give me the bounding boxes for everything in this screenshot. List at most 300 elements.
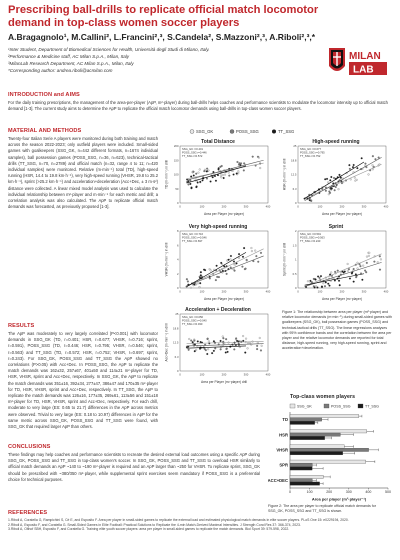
x-tick-label: 0 [297, 204, 299, 209]
data-point [240, 162, 242, 164]
data-point [326, 178, 328, 180]
logo-text-bottom: LAB [353, 64, 374, 76]
y-tick-label: 18.8 [291, 158, 297, 163]
x-tick-label: 300 [361, 204, 367, 209]
y-tick-label: 0 [176, 201, 179, 205]
data-point [240, 164, 242, 166]
category-label: ACC+DEC [268, 477, 288, 483]
data-point [347, 270, 349, 272]
data-point [234, 270, 236, 272]
x-tick-label: 0 [179, 372, 181, 377]
data-point [221, 165, 223, 167]
data-point [193, 284, 195, 286]
bar-chart-area-per-player [268, 402, 394, 502]
data-point [193, 171, 195, 173]
data-point [197, 282, 199, 284]
y-tick-label: 0 [176, 286, 179, 290]
data-point [199, 169, 201, 171]
data-point [194, 344, 196, 346]
data-point [321, 188, 323, 190]
x-axis-label: Area per player (m²·player⁻¹) [311, 496, 367, 502]
data-point [192, 341, 194, 343]
y-tick-label: 12.5 [291, 172, 297, 177]
correlation-label: POSS_SSG r=0.446 [182, 151, 207, 155]
data-point [222, 336, 224, 338]
data-point [193, 175, 195, 177]
data-point [325, 282, 327, 284]
data-point [373, 261, 375, 263]
data-point [216, 276, 218, 278]
data-point [224, 174, 226, 176]
data-point [190, 176, 192, 178]
correlation-label: POSS_SSG r=0.040 [182, 319, 207, 323]
data-point [372, 155, 374, 157]
data-point [368, 255, 370, 257]
data-point [338, 188, 340, 190]
data-point [317, 287, 319, 289]
reference-3: 3.Riboli A, Olthof SBH, Esposito F, and Coratella G. Training elite youth soccer players: area per player in small-sided games to replicate the match demands. Biol Sport 39: 579-598, 2022. [8, 527, 290, 532]
x-tick-label: 200 [339, 204, 345, 209]
data-point [210, 270, 212, 272]
y-tick-label: 100 [173, 172, 179, 177]
data-point [239, 162, 241, 164]
data-point [379, 269, 381, 271]
x-tick-label: 100 [199, 204, 205, 209]
data-point [246, 259, 248, 261]
correlation-label: SSG_GK r=0.591 [300, 233, 321, 236]
data-point [206, 170, 208, 172]
data-point [230, 255, 232, 257]
category-label: VHSR [276, 447, 288, 453]
data-point [319, 277, 321, 279]
x-tick-label: 100 [199, 289, 205, 294]
bar [290, 433, 340, 436]
affiliations [8, 46, 268, 74]
x-tick-label: 0 [179, 204, 181, 209]
data-point [352, 166, 354, 168]
data-point [190, 340, 192, 342]
intro-heading: INTRODUCTION and AIMS [8, 92, 80, 98]
x-tick-label: 200 [221, 289, 227, 294]
data-point [353, 164, 355, 166]
x-tick-label: 400 [365, 490, 372, 494]
correlation-label: TT_SSG r=0.697 [182, 240, 203, 244]
data-point [203, 170, 205, 172]
references-heading: REFERENCES [8, 510, 48, 516]
legend-tt: TT_SSG [278, 129, 295, 134]
data-point [350, 178, 352, 180]
data-point [233, 174, 235, 176]
x-tick-label: 100 [199, 372, 205, 377]
data-point [195, 186, 197, 188]
data-point [190, 183, 192, 185]
legend-label: POSS_SSG [331, 404, 351, 409]
y-tick-label: 12.5 [173, 340, 179, 345]
data-point [237, 170, 239, 172]
bar [290, 418, 322, 421]
data-point [330, 176, 332, 178]
data-point [329, 179, 331, 181]
correlation-label: TT_SSG r=0.572 [182, 155, 203, 159]
correlation-label: SSG_GK r=0.677 [300, 148, 321, 151]
scatter-acc-dec [164, 305, 272, 385]
regression-line [187, 249, 264, 287]
correlation-label: POSS_SSG r=0.795 [300, 151, 325, 155]
data-point [324, 178, 326, 180]
data-point [320, 275, 322, 277]
data-point [356, 167, 358, 169]
category-label: HSR [279, 432, 288, 438]
y-axis-label: Sprint (m·min⁻¹) in drill [282, 242, 287, 277]
data-point [220, 175, 222, 177]
legend-ssg: SSG_GK [196, 129, 214, 134]
data-point [356, 179, 358, 181]
legend-label: TT_SSG [365, 404, 379, 409]
x-tick-label: 100 [317, 204, 323, 209]
data-point [360, 265, 362, 267]
bar [290, 445, 344, 448]
bar [290, 421, 315, 424]
data-point [212, 176, 214, 178]
bar [290, 430, 367, 433]
scatter-total-distance [164, 137, 272, 217]
regression-line [187, 163, 264, 179]
data-point [368, 174, 370, 176]
data-point [334, 189, 336, 191]
data-point [209, 277, 211, 279]
correlation-label: TT_SSG r=0.243 [300, 240, 321, 244]
data-point [377, 261, 379, 263]
x-axis-label: Area per Player (m²·player) [204, 297, 244, 301]
logo-text-top: MILAN [349, 51, 381, 62]
data-point [341, 182, 343, 184]
data-point [207, 338, 209, 340]
data-point [237, 161, 239, 163]
intro-text: For the daily training prescriptions, the management of the area-per-player (ApP, m²·player) during ball-drills helps coaches and performance scientists to modulate the locomotor intensity up to official match demand [1-3]. The current study aims to determine the ApP to replicate the official match locomotor demands using ball-drills in top-class women soccer players. [8, 100, 388, 112]
data-point [317, 276, 319, 278]
data-point [218, 167, 220, 169]
reference-1: 1.Riboli A, Coratella G, Rampichini S, Cè E, and Esposito F. Area per player in small-sided games to replicate the external load and estimated physiological match demands in elite soccer players. PLoS One 15: e0229194, 2020. [8, 518, 349, 522]
data-point [333, 177, 335, 179]
data-point [243, 162, 245, 164]
y-tick-label: 0 [294, 286, 297, 290]
x-tick-label: 400 [383, 204, 389, 209]
methods-heading: MATERIAL AND METHODS [8, 128, 82, 134]
data-point [322, 282, 324, 284]
data-point [372, 164, 374, 166]
x-tick-label: 300 [243, 204, 249, 209]
data-point [233, 348, 235, 350]
data-point [213, 171, 215, 173]
data-point [353, 281, 355, 283]
data-point [309, 199, 311, 201]
data-point [194, 350, 196, 352]
data-point [251, 247, 253, 249]
regression-line [187, 256, 264, 286]
x-tick-label: 300 [243, 372, 249, 377]
x-tick-label: 300 [361, 289, 367, 294]
correlation-label: TT_SSG r=0.752 [300, 155, 321, 159]
data-point [230, 258, 232, 260]
data-point [226, 348, 228, 350]
data-point [199, 286, 201, 288]
data-point [206, 178, 208, 180]
data-point [259, 337, 261, 339]
regression-line [187, 160, 264, 180]
data-point [245, 338, 247, 340]
data-point [210, 181, 212, 183]
data-point [186, 278, 188, 280]
bar [290, 475, 323, 478]
y-tick-label: 6.3 [292, 186, 297, 191]
data-point [339, 284, 341, 286]
data-point [349, 168, 351, 170]
data-point [329, 285, 331, 287]
regression-line [305, 164, 382, 198]
y-tick-label: 50 [175, 186, 179, 191]
bar [290, 479, 312, 482]
correlation-label: TT_SSG r=0.030 [182, 323, 203, 327]
references-list [8, 518, 386, 532]
data-point [335, 186, 337, 188]
data-point [215, 180, 217, 182]
data-point [205, 349, 207, 351]
x-axis-label: Area per Player (m²·player) [204, 212, 244, 216]
poster-title: Prescribing ball-drills to replicate official match locomotor demand in top-class women soccer players [8, 4, 319, 29]
data-point [223, 177, 225, 179]
data-point [222, 174, 224, 176]
data-point [347, 263, 349, 265]
x-tick-label: 400 [383, 289, 389, 294]
y-axis-label: Acc+Dec (m·min⁻¹) in drill [164, 323, 169, 362]
data-point [325, 190, 327, 192]
legend-swatch [358, 404, 363, 408]
data-point [233, 261, 235, 263]
data-point [198, 172, 200, 174]
x-tick-label: 400 [265, 204, 271, 209]
data-point [307, 280, 309, 282]
data-point [243, 247, 245, 249]
data-point [261, 345, 263, 347]
data-point [338, 280, 340, 282]
bar [290, 414, 359, 417]
data-point [206, 168, 208, 170]
data-point [237, 172, 239, 174]
data-point [236, 340, 238, 342]
scatter-very-high-speed-running [164, 222, 272, 302]
y-tick-label: 25 [293, 144, 297, 148]
correlation-label: SSG_GK r=0.050 [182, 316, 203, 319]
scatter-legend [182, 127, 322, 136]
data-point [218, 276, 220, 278]
y-tick-label: 2 [176, 271, 179, 276]
data-point [365, 271, 367, 273]
y-tick-label: 8 [176, 229, 179, 233]
data-point [187, 180, 189, 182]
author-list: A.Bragagnolo¹, M.Callini², L.Francini²,³, S.Candela², S.Mazzoni²,³, A.Riboli²,³,* [8, 32, 316, 42]
affiliation-2: ²Performance & Medicine staff, AC Milan S.p.A., Milan, Italy [8, 54, 130, 59]
data-point [379, 255, 381, 257]
figure-2-title: Top-class women players [290, 394, 356, 400]
x-tick-label: 300 [345, 490, 352, 494]
conclusions-heading: CONCLUSIONS [8, 444, 51, 450]
data-point [334, 271, 336, 273]
regression-line [187, 346, 246, 348]
data-point [315, 285, 317, 287]
data-point [242, 256, 244, 258]
legend-label: SSG_GK [297, 404, 312, 409]
data-point [310, 280, 312, 282]
data-point [324, 285, 326, 287]
data-point [207, 348, 209, 350]
x-tick-label: 0 [297, 289, 299, 294]
bar [290, 452, 343, 455]
affiliation-3: ³MilanLab Research Department, AC Milan S.p.A., Milan, Italy [8, 61, 134, 66]
data-point [361, 279, 363, 281]
data-point [327, 283, 329, 285]
reference-2: 2.Riboli A, Esposito F, and Coratella G. Small-Sided Games in Elite Football: Practical Solutions to Replicate the 4-min Match-Derived Maximal Intensities. J Strength Cond Res 37: 366-374, 2023. [8, 522, 301, 527]
regression-line [305, 157, 382, 200]
figure-1-caption: Figure 1: The relationship between area per player (m²·player) and relative locomotor demands (m·min⁻¹) during small-sided games with goalkeepers (SSG_GK), ball possession games (POSS_SSG) and technical-tactical drills (TT_SSG). The linear regressions analyses with 95% confidence bands and the correlation between the area per player and the relative locomotor demands are reported for total distance, high-speed running, very high-speed running, sprint and acceleration+deceleration. [282, 310, 392, 351]
data-point [251, 250, 253, 252]
data-point [245, 268, 247, 270]
data-point [215, 279, 217, 281]
data-point [257, 342, 259, 344]
y-axis-label: HSR (m·min⁻¹) in drill [282, 158, 287, 191]
x-axis-label: Area per Player (m²·player) [322, 297, 362, 301]
correlation-label: SSG_GK r=0.716 [182, 233, 203, 236]
data-point [357, 262, 359, 264]
y-tick-label: 6.3 [174, 354, 179, 359]
data-point [242, 266, 244, 268]
regression-line [187, 252, 246, 286]
x-tick-label: 300 [243, 289, 249, 294]
bar [290, 467, 312, 470]
x-tick-label: 100 [317, 289, 323, 294]
data-point [351, 273, 353, 275]
y-tick-label: 4 [176, 257, 179, 262]
x-tick-label: 0 [179, 289, 181, 294]
y-tick-label: 2 [294, 229, 297, 233]
data-point [235, 338, 237, 340]
data-point [255, 255, 257, 257]
figure-2-caption: Figure 2: The area per player to replicate official match demands for SSG_GK, POSS_SSG and TT_SSG is shown. [268, 504, 376, 514]
data-point [244, 352, 246, 354]
x-tick-label: 500 [385, 490, 391, 494]
data-point [220, 348, 222, 350]
data-point [348, 268, 350, 270]
data-point [354, 177, 356, 179]
data-point [339, 174, 341, 176]
data-point [193, 340, 195, 342]
legend-poss: POSS_SSG [236, 129, 259, 134]
x-axis-label: Area per Player (m²·player) [322, 212, 362, 216]
data-point [328, 191, 330, 193]
scatter-sprint [282, 222, 390, 302]
data-point [257, 261, 259, 263]
data-point [227, 351, 229, 353]
data-point [199, 282, 201, 284]
correlation-label: POSS_SSG r=0.563 [300, 236, 325, 240]
data-point [357, 268, 359, 270]
data-point [190, 287, 192, 289]
x-axis-label: Area per Player (m²·player) drill [201, 380, 247, 384]
data-point [247, 342, 249, 344]
data-point [213, 340, 215, 342]
data-point [195, 173, 197, 175]
data-point [189, 180, 191, 182]
x-tick-label: 200 [339, 289, 345, 294]
data-point [340, 177, 342, 179]
data-point [366, 262, 368, 264]
y-axis-label: VHSR (m·min⁻¹) in drill [164, 242, 169, 277]
data-point [256, 348, 258, 350]
data-point [252, 156, 254, 158]
data-point [220, 176, 222, 178]
data-point [186, 346, 188, 348]
data-point [260, 350, 262, 352]
data-point [380, 258, 382, 260]
data-point [188, 184, 190, 186]
data-point [260, 252, 262, 254]
bar [290, 482, 320, 485]
data-point [348, 164, 350, 166]
data-point [314, 287, 316, 289]
y-tick-label: 25 [175, 312, 179, 316]
category-label: TD [282, 417, 288, 423]
data-point [242, 335, 244, 337]
bar [290, 448, 369, 451]
data-point [199, 181, 201, 183]
data-point [220, 340, 222, 342]
data-point [321, 286, 323, 288]
data-point [225, 352, 227, 354]
data-point [259, 167, 261, 169]
y-tick-label: 0.5 [292, 271, 297, 276]
correlation-label: SSG_GK r=0.401 [182, 148, 203, 151]
data-point [331, 188, 333, 190]
data-point [365, 163, 367, 165]
data-point [188, 349, 190, 351]
panel-title: Total Distance [201, 139, 235, 145]
data-point [249, 342, 251, 344]
affiliation-1: ¹Inter Student, Department of Biomedical Sciences for Health, Università degli Studi di Milano, Italy. [8, 47, 210, 52]
data-point [243, 170, 245, 172]
data-point [330, 272, 332, 274]
milanlab-logo [327, 44, 391, 78]
data-point [247, 347, 249, 349]
bar [290, 460, 366, 463]
x-tick-label: 400 [265, 289, 271, 294]
data-point [353, 268, 355, 270]
x-tick-label: 400 [265, 372, 271, 377]
correlation-label: POSS_SSG r=0.546 [182, 236, 207, 240]
x-tick-label: 200 [326, 490, 333, 494]
data-point [362, 265, 364, 267]
scatter-high-speed-running [282, 137, 390, 217]
panel-title: High-speed running [312, 139, 360, 145]
methods-text: Twenty-four Italian Serie A players were monitored during both training and match across the season 2022-2023; only outfield players were included. Small-sided games with goalkeepers (SSG_GK, n=442 different formats, n=1674 individual samples), ball possession games (POSS_SSG, n=36, n=623), technical-tactical drills (TT_SSG, n=70, n=2789) and official match (n=32, range 4 to 11; n=420 individual samples) were monitored. Relative (m·min⁻¹) total (TD), high-speed running (HSR, 14.4 to 19.8 km·h⁻¹), very high-speed running (VHSR, 19.8 to 25.2 km·h⁻¹), sprint (>25.2 km·h⁻¹) and acceleration+deceleration (Acc+Dec, ± 3 m·s²) distance were collected. A linear mixed model analysis was used to calculate the individual relationship between m²·player and m·min⁻¹ for each metric and drill; a correlation analysis was also calculated. The ApP to replicate official match demands was forecasted, as previously proposed [1-3]. [8, 136, 158, 210]
data-point [216, 265, 218, 267]
bar [290, 436, 325, 439]
data-point [242, 340, 244, 342]
data-point [213, 350, 215, 352]
corresponding-author: *Corresponding author: andrea.riboli@acmilan.com [8, 68, 113, 73]
data-point [225, 338, 227, 340]
data-point [200, 274, 202, 276]
y-tick-label: 1 [294, 257, 297, 262]
data-point [334, 280, 336, 282]
